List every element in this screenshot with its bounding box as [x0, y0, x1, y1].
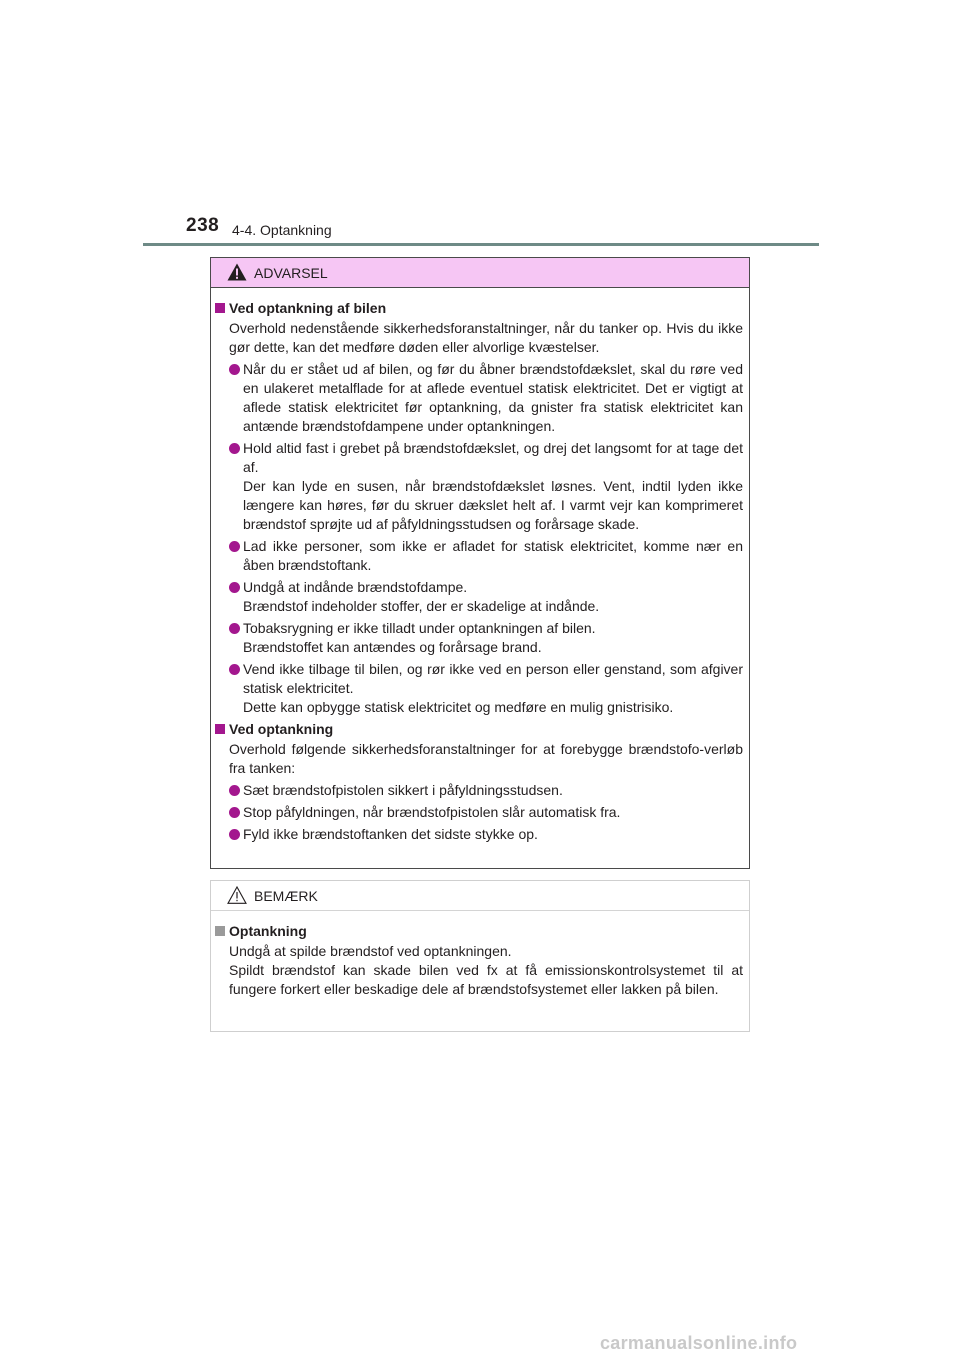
square-bullet-icon — [215, 724, 225, 734]
round-bullet-icon — [229, 664, 240, 675]
round-bullet-icon — [229, 541, 240, 552]
warning-section-heading: Ved optankning af bilen — [215, 299, 743, 318]
note-content — [211, 911, 749, 999]
page-number: 238 — [186, 215, 220, 236]
caution-triangle-icon — [227, 886, 247, 904]
list-item: Sæt brændstofpistolen sikkert i påfyldningsstudsen. — [215, 781, 743, 800]
note-section-heading: Optankning — [215, 922, 743, 941]
round-bullet-icon — [229, 623, 240, 634]
header-divider — [143, 243, 819, 246]
watermark: carmanualsonline.info — [600, 1333, 798, 1353]
list-item: Hold altid fast i grebet på brændstofdækslet, og drej det langsomt for at tage det af. Der kan lyde en susen, når brændstofdækslet løsnes. Vent, indtil lyden ikke længere kan høres, før du skruer dækslet helt af. I varmt vejr kan komprimeret brændstof sprøjte ud af påfyldningsstudsen og forårsage skade. — [215, 439, 743, 534]
round-bullet-icon — [229, 807, 240, 818]
list-item: Lad ikke personer, som ikke er afladet for statisk elektricitet, komme nær en åben brændstoftank. — [215, 537, 743, 575]
warning-box — [210, 257, 750, 869]
list-item: Stop påfyldningen, når brændstofpistolen slår automatisk fra. — [215, 803, 743, 822]
warning-content — [211, 288, 749, 844]
warning-section-intro: Overhold følgende sikkerhedsforanstaltninger for at forebygge brændstofo-verløb fra tanken: — [229, 741, 743, 776]
list-item: Tobaksrygning er ikke tilladt under optankningen af bilen. Brændstoffet kan antændes og forårsage brand. — [215, 619, 743, 657]
square-bullet-icon — [215, 926, 225, 936]
warning-box-header — [211, 258, 749, 288]
note-label: BEMÆRK — [254, 888, 318, 904]
round-bullet-icon — [229, 785, 240, 796]
note-text: Undgå at spilde brændstof ved optankningen. Spildt brændstof kan skade bilen ved fx at få emissionskontrolsystemet til at fungere forkert eller beskadige dele af brændstofsystemet eller lakken på bilen. — [229, 943, 743, 997]
note-box — [210, 880, 750, 1032]
warning-triangle-icon — [227, 263, 247, 281]
note-box-header — [211, 881, 749, 911]
round-bullet-icon — [229, 364, 240, 375]
warning-section-heading: Ved optankning — [215, 720, 743, 739]
warning-section-intro: Overhold nedenstående sikkerhedsforanstaltninger, når du tanker op. Hvis du ikke gør dette, kan det medføre døden eller alvorlige kvæstelser. — [229, 320, 743, 355]
list-item: Undgå at indånde brændstofdampe. Brændstof indeholder stoffer, der er skadelige at indånde. — [215, 578, 743, 616]
list-item: Vend ikke tilbage til bilen, og rør ikke ved en person eller genstand, som afgiver statisk elektricitet. Dette kan opbygge statisk elektricitet og medføre en mulig gnistrisiko. — [215, 660, 743, 717]
warning-label: ADVARSEL — [254, 265, 328, 281]
page-header — [186, 215, 826, 245]
round-bullet-icon — [229, 829, 240, 840]
list-item: Fyld ikke brændstoftanken det sidste stykke op. — [215, 825, 743, 844]
round-bullet-icon — [229, 443, 240, 454]
round-bullet-icon — [229, 582, 240, 593]
section-title: 4-4. Optankning — [232, 222, 332, 238]
square-bullet-icon — [215, 303, 225, 313]
list-item: Når du er stået ud af bilen, og før du åbner brændstofdækslet, skal du røre ved en ulakeret metalflade for at aflede eventuel statisk elektricitet. Det er vigtigt at aflede statisk elektricitet før optankning, da gnister fra statisk elektricitet kan antænde brændstofdampene under optankningen. — [215, 360, 743, 436]
